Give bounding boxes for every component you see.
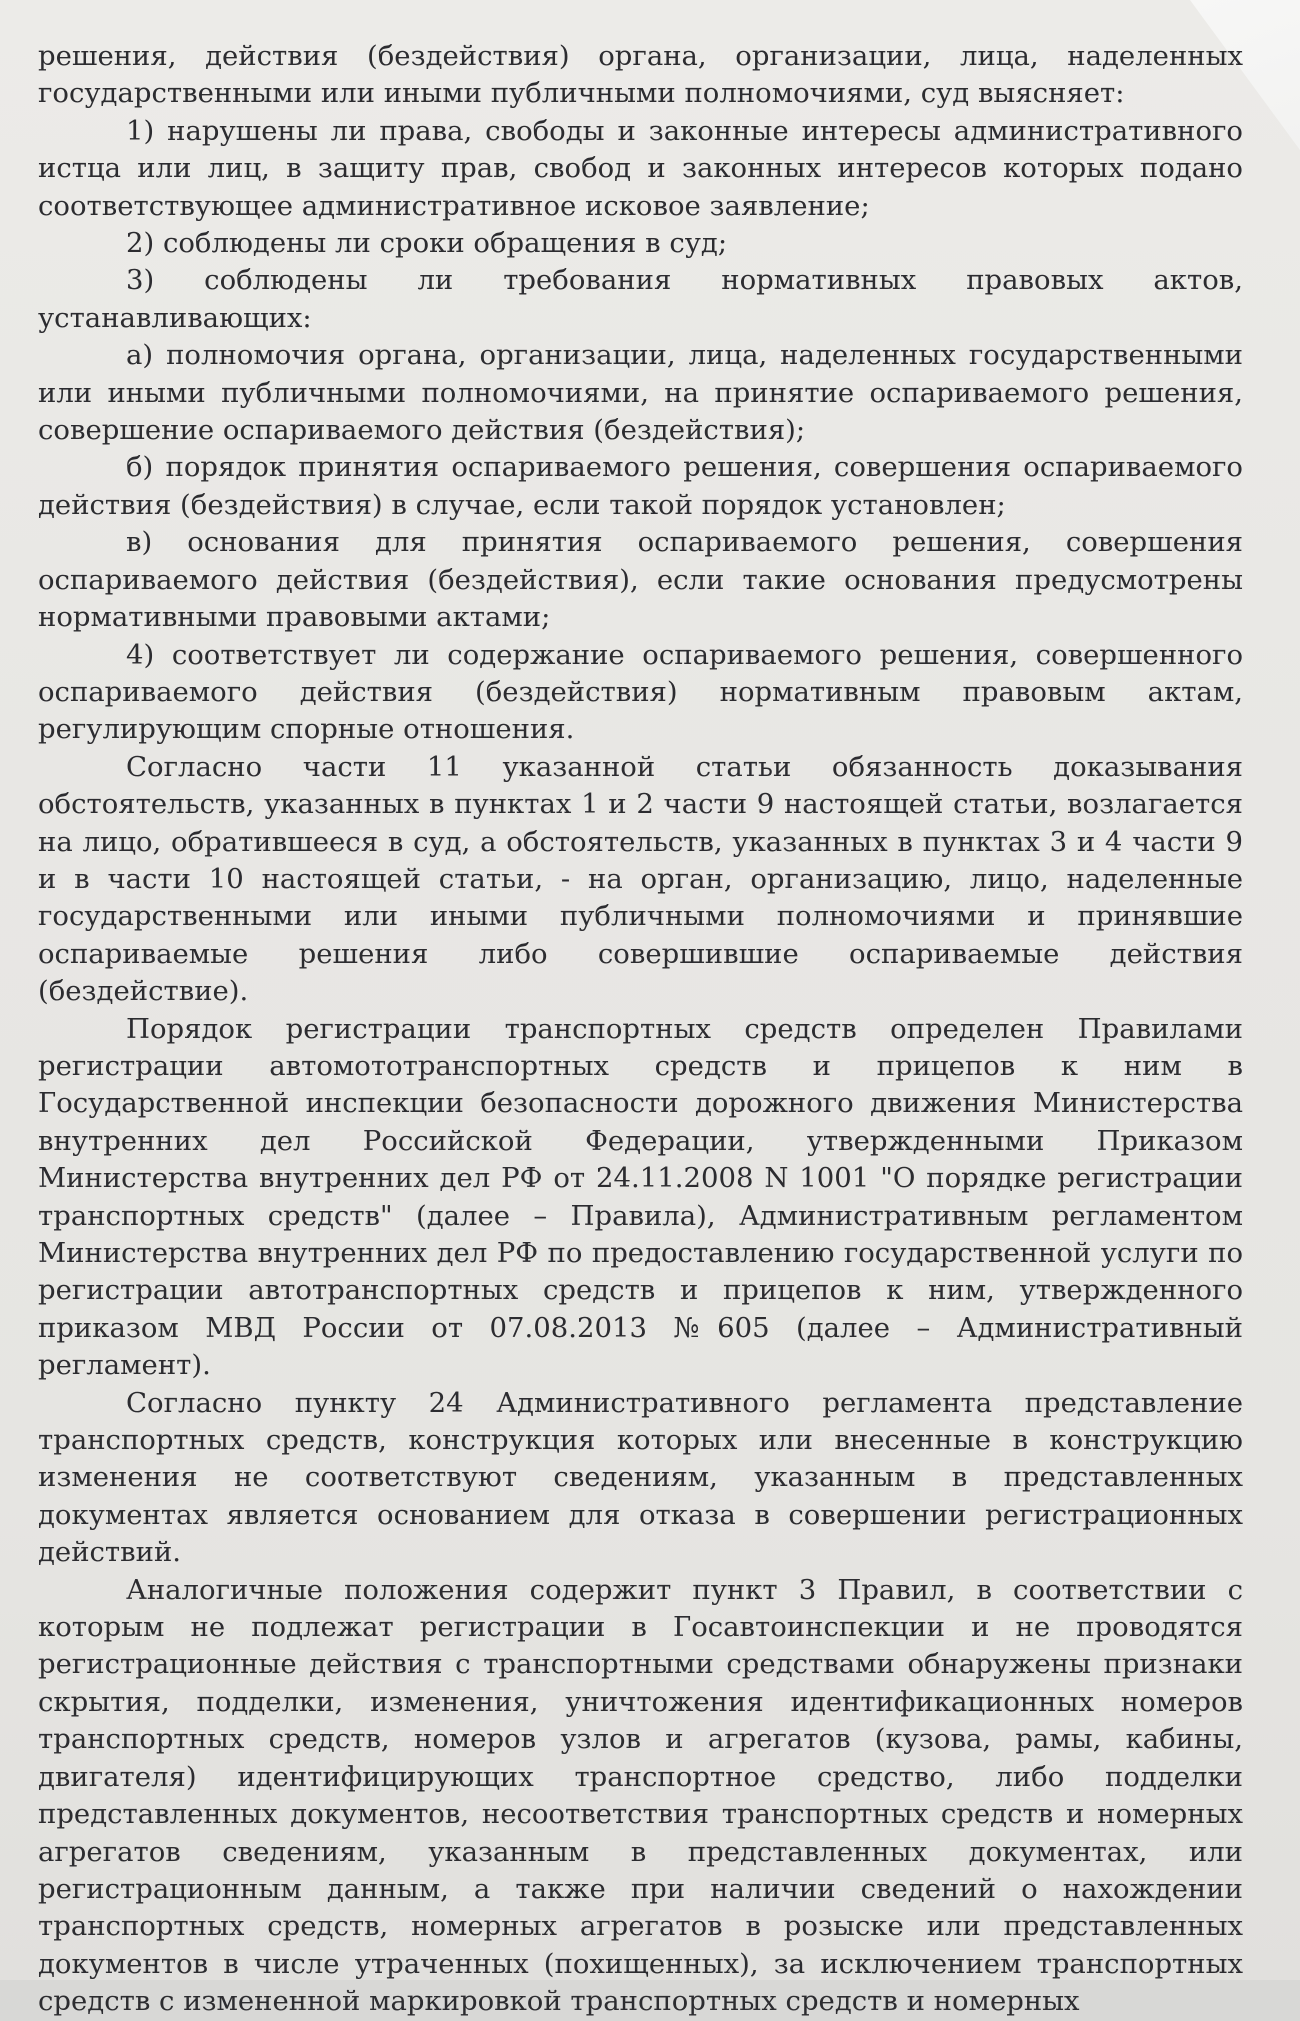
paragraph: Аналогичные положения содержит пункт 3 Правил, в соответствии с которым не подлежат регистрации в Госавтоинспекции и не проводятся регистрационные действия с транспортными средствами обнаружены признаки скрытия, подделки, изменения, уничтожения идентификационных номеров транспортных средств, номеров узлов и агрегатов (кузова, рамы, кабины, двигателя) идентифицирующих транспортное средство, либо подделки представленных документов, несоответствия транспортных средств и номерных агрегатов сведениям, указанным в представленных документах, или регистрационным данным, а также при наличии сведений о нахождении транспортных средств, номерных агрегатов в розыске или представленных документов в числе утраченных (похищенных), за исключением транспортных средств с измененной маркировкой транспортных средств и номерных: [38, 1573, 1243, 2018]
paragraph: Согласно части 11 указанной статьи обязанность доказывания обстоятельств, указанных в пунктах 1 и 2 части 9 настоящей статьи, возлагается на лицо, обратившееся в суд, а обстоятельств, указанных в пунктах 3 и 4 части 9 и в части 10 настоящей статьи, - на орган, организацию, лицо, наделенные государственными или иными публичными полномочиями и принявшие оспариваемые решения либо совершившие оспариваемые действия (бездействие).: [38, 750, 1243, 1008]
paragraph: Согласно пункту 24 Административного регламента представление транспортных средств, конструкция которых или внесенные в конструкцию изменения не соответствуют сведениям, указанным в представленных документах является основанием для отказа в совершении регистрационных действий.: [38, 1386, 1243, 1569]
list-item: 1) нарушены ли права, свободы и законные интересы административного истца или лиц, в защиту прав, свобод и законных интересов которых подано соответствующее административное исковое заявление;: [38, 114, 1243, 222]
list-item: б) порядок принятия оспариваемого решения, совершения оспариваемого действия (бездействия) в случае, если такой порядок установлен;: [38, 451, 1243, 521]
document-body: [38, 38, 1243, 2021]
list-item: 2) соблюдены ли сроки обращения в суд;: [126, 227, 728, 260]
list-item: 4) соответствует ли содержание оспариваемого решения, совершенного оспариваемого действия (бездействия) нормативным правовым актам, регулирующим спорные отношения.: [38, 638, 1243, 746]
list-item: а) полномочия органа, организации, лица, наделенных государственными или иными публичными полномочиями, на принятие оспариваемого решения, совершение оспариваемого действия (бездействия);: [38, 339, 1243, 447]
list-item: 3) соблюдены ли требования нормативных правовых актов, устанавливающих:: [38, 264, 1243, 334]
list-item: в) основания для принятия оспариваемого решения, совершения оспариваемого действия (бездействия), если такие основания предусмотрены нормативными правовыми актами;: [38, 526, 1243, 634]
paragraph: Порядок регистрации транспортных средств определен Правилами регистрации автомототранспортных средств и прицепов к ним в Государственной инспекции безопасности дорожного движения Министерства внутренних дел Российской Федерации, утвержденными Приказом Министерства внутренних дел РФ от 24.11.2008 N 1001 "О порядке регистрации транспортных средств" (далее – Правила), Административным регламентом Министерства внутренних дел РФ по предоставлению государственной услуги по регистрации автотранспортных средств и прицепов к ним, утвержденного приказом МВД России от 07.08.2013 №605 (далее – Административный регламент).: [38, 1012, 1243, 1382]
paragraph: решения, действия (бездействия) органа, организации, лица, наделенных государственными или иными публичными полномочиями, суд выясняет:: [38, 40, 1243, 110]
